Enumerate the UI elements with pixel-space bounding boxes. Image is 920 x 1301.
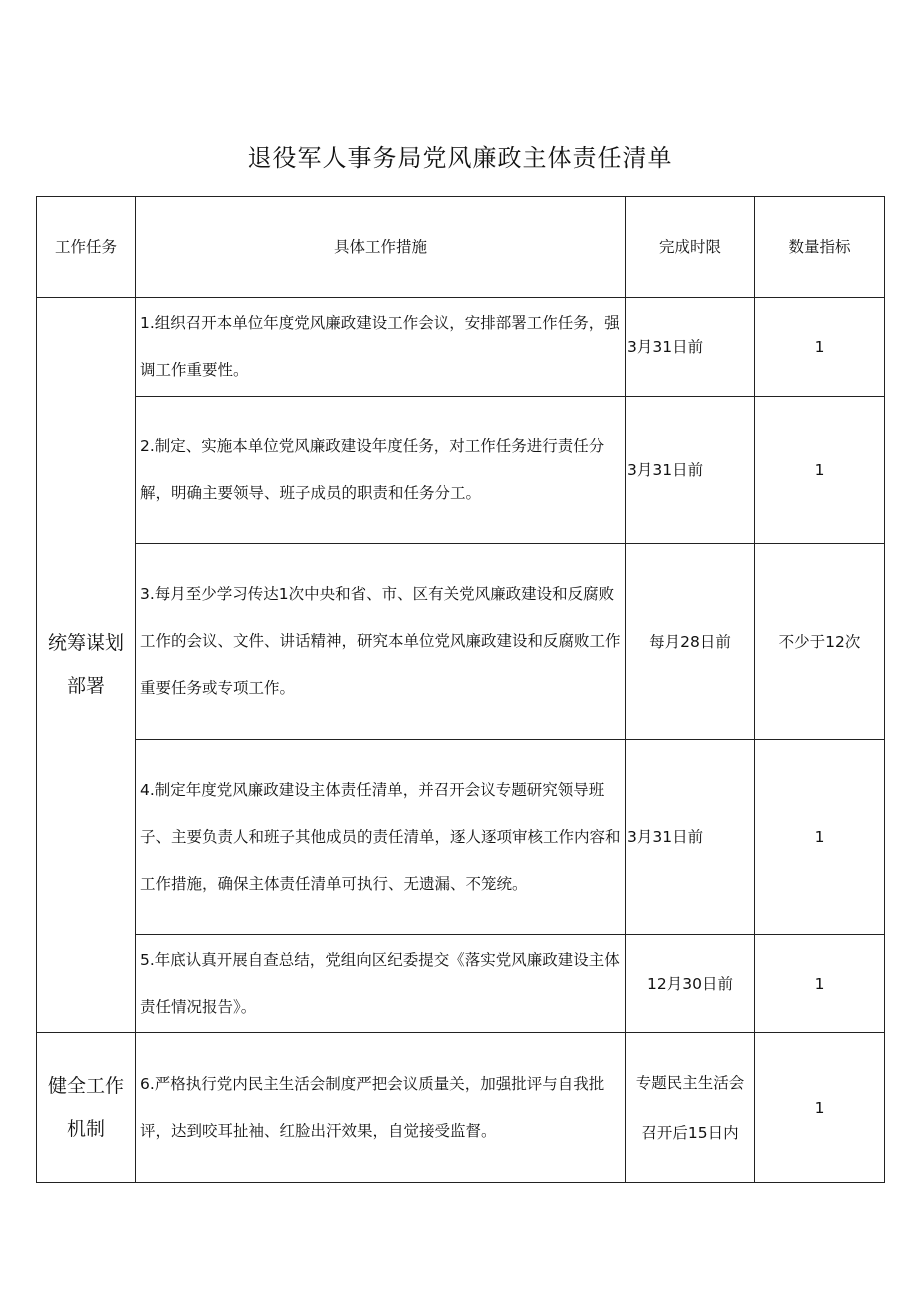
- header-deadline: 完成时限: [626, 197, 755, 298]
- quota-cell: 1: [755, 935, 885, 1033]
- measure-cell: 5.年底认真开展自查总结，党组向区纪委提交《落实党风廉政建设主体责任情况报告》。: [136, 935, 626, 1033]
- deadline-cell: 专题民主生活会召开后15日内: [626, 1033, 755, 1183]
- measure-cell: 3.每月至少学习传达1次中央和省、市、区有关党风廉政建设和反腐败工作的会议、文件、讲话精神，研究本单位党风廉政建设和反腐败工作重要任务或专项工作。: [136, 544, 626, 740]
- header-quota: 数量指标: [755, 197, 885, 298]
- task-cell: 健全工作机制: [37, 1033, 136, 1183]
- table-row: [37, 1033, 885, 1183]
- deadline-cell: 3月31日前: [626, 740, 755, 935]
- deadline-cell: 每月28日前: [626, 544, 755, 740]
- table-row: [37, 298, 885, 397]
- table-header-row: [37, 197, 885, 298]
- page-title: 退役军人事务局党风廉政主体责任清单: [247, 144, 673, 172]
- quota-cell: 不少于12次: [755, 544, 885, 740]
- table-row: [37, 740, 885, 935]
- header-task: 工作任务: [37, 197, 136, 298]
- deadline-cell: 3月31日前: [626, 298, 755, 397]
- measure-cell: 6.严格执行党内民主生活会制度严把会议质量关，加强批评与自我批评，达到咬耳扯袖、红脸出汗效果，自觉接受监督。: [136, 1033, 626, 1183]
- responsibility-table: [36, 196, 885, 1183]
- header-measure: 具体工作措施: [136, 197, 626, 298]
- quota-cell: 1: [755, 740, 885, 935]
- measure-cell: 1.组织召开本单位年度党风廉政建设工作会议，安排部署工作任务，强调工作重要性。: [136, 298, 626, 397]
- deadline-cell: 3月31日前: [626, 397, 755, 544]
- quota-cell: 1: [755, 298, 885, 397]
- table-row: [37, 544, 885, 740]
- quota-cell: 1: [755, 1033, 885, 1183]
- table-row: [37, 397, 885, 544]
- deadline-cell: 12月30日前: [626, 935, 755, 1033]
- task-cell: 统筹谋划部署: [37, 298, 136, 1033]
- table-row: [37, 935, 885, 1033]
- measure-cell: 4.制定年度党风廉政建设主体责任清单，并召开会议专题研究领导班子、主要负责人和班子其他成员的责任清单，逐人逐项审核工作内容和工作措施，确保主体责任清单可执行、无遗漏、不笼统。: [136, 740, 626, 935]
- quota-cell: 1: [755, 397, 885, 544]
- measure-cell: 2.制定、实施本单位党风廉政建设年度任务，对工作任务进行责任分解，明确主要领导、班子成员的职责和任务分工。: [136, 397, 626, 544]
